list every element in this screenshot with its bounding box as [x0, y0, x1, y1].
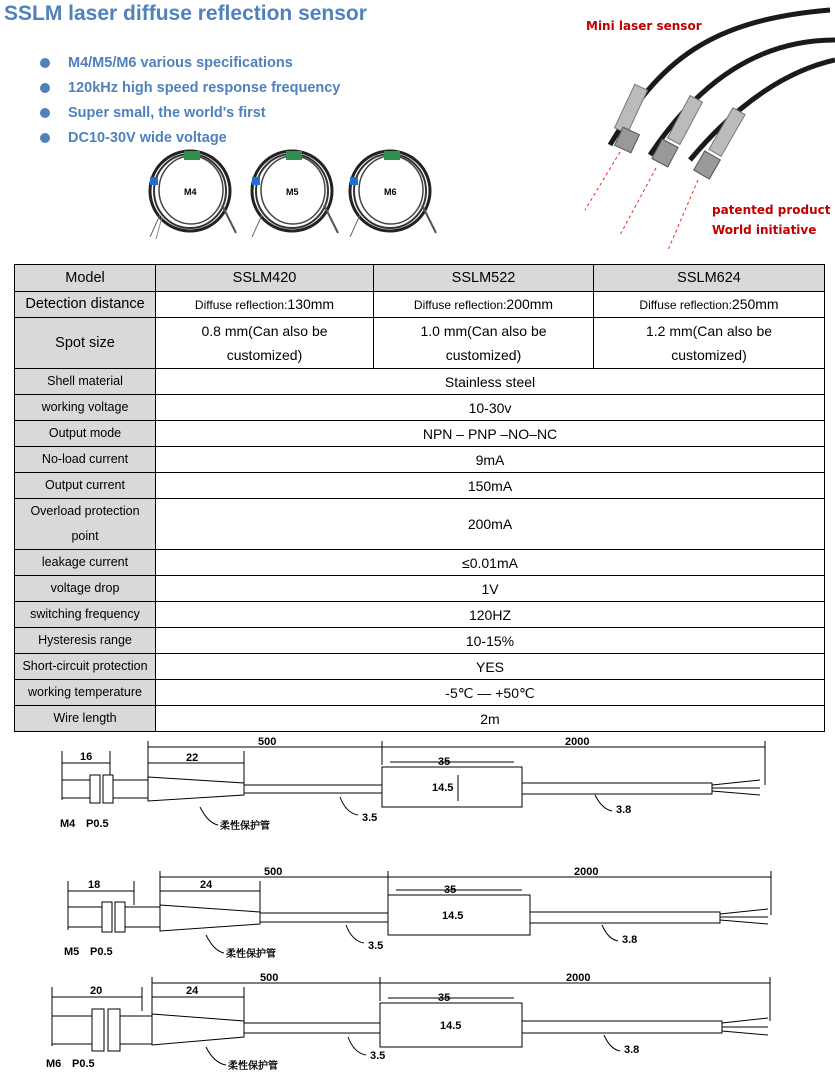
thread-length: 18 [88, 879, 101, 891]
coil-m5 [252, 151, 338, 237]
row-value: 2m [156, 706, 825, 732]
coil-label: M4 [184, 187, 197, 197]
feature-text: DC10-30V wide voltage [68, 130, 227, 146]
cable-length: 500 [260, 972, 279, 984]
coil-label: M5 [286, 187, 299, 197]
detection-value: 250mm [731, 296, 779, 312]
table-row [15, 292, 825, 318]
box-height: 14.5 [432, 782, 454, 794]
pitch-label: P0.5 [86, 818, 109, 830]
row-value: 10-30v [156, 395, 825, 421]
row-value: YES [156, 654, 825, 680]
row-value: 1V [156, 576, 825, 602]
row-value: 200mA [156, 499, 825, 550]
photo-caption-top: Mini laser sensor [586, 19, 702, 33]
detection-prefix: Diffuse reflection: [639, 298, 732, 312]
cable-coils-image [140, 145, 450, 245]
row-label: Spot size [15, 318, 156, 369]
row-label: Model [15, 265, 156, 292]
detection-cell [156, 292, 374, 318]
page-title: SSLM laser diffuse reflection sensor [4, 2, 367, 25]
feature-item [38, 54, 340, 79]
row-label: Output mode [15, 421, 156, 447]
thread-length: 20 [90, 985, 103, 997]
detection-prefix: Diffuse reflection: [194, 298, 288, 312]
model-cell: SSLM624 [594, 265, 825, 292]
table-row [15, 654, 825, 680]
row-label: Shell material [15, 369, 156, 395]
feature-text: Super small, the world's first [68, 105, 266, 121]
cable-length: 500 [258, 736, 277, 748]
tail-length: 2000 [574, 866, 599, 878]
sleeve-note: 柔性保护管 [226, 949, 276, 960]
spec-table [14, 264, 825, 732]
cable-diameter: 3.5 [368, 940, 384, 952]
tail-diameter: 3.8 [616, 804, 632, 816]
photo-caption-2: World initiative [712, 223, 817, 237]
row-label: Short-circuit protection [15, 654, 156, 680]
bullet-icon [40, 133, 50, 143]
model-label: M5 [64, 946, 80, 958]
row-label: Wire length [15, 706, 156, 732]
row-label: working voltage [15, 395, 156, 421]
row-value: NPN – PNP –NO–NC [156, 421, 825, 447]
sleeve-length: 24 [200, 879, 213, 891]
row-label: Hysteresis range [15, 628, 156, 654]
table-row [15, 499, 825, 550]
box-height: 14.5 [440, 1020, 462, 1032]
drawing-m6 [46, 972, 770, 1072]
feature-text: M4/M5/M6 various specifications [68, 55, 293, 71]
coil-m4 [150, 151, 236, 239]
sleeve-length: 24 [186, 985, 199, 997]
row-label: Output current [15, 473, 156, 499]
thread-length: 16 [80, 751, 93, 763]
cable-diameter: 3.5 [362, 812, 378, 824]
sleeve-note: 柔性保护管 [220, 821, 270, 832]
row-label: Overload protection point [15, 499, 156, 550]
row-label: leakage current [15, 550, 156, 576]
photo-caption-1: patented product [712, 203, 831, 217]
spot-cell: 0.8 mm(Can also be customized) [156, 318, 374, 369]
detection-cell [594, 292, 825, 318]
feature-text: 120kHz high speed response frequency [68, 80, 341, 96]
table-row [15, 628, 825, 654]
coil-label: M6 [384, 187, 397, 197]
model-cell: SSLM420 [156, 265, 374, 292]
model-label: M4 [60, 818, 76, 830]
row-value: -5℃ — +50℃ [156, 680, 825, 706]
tail-length: 2000 [566, 972, 591, 984]
spot-cell: 1.0 mm(Can also be customized) [374, 318, 594, 369]
cable-length: 500 [264, 866, 283, 878]
row-value: 10-15% [156, 628, 825, 654]
drawing-m5 [64, 866, 771, 960]
bullet-icon [40, 58, 50, 68]
cable-diameter: 3.5 [370, 1050, 386, 1062]
table-row [15, 265, 825, 292]
detection-value: 200mm [506, 296, 554, 312]
detection-cell [374, 292, 594, 318]
box-height: 14.5 [442, 910, 464, 922]
table-row [15, 421, 825, 447]
table-row [15, 706, 825, 732]
tail-diameter: 3.8 [624, 1044, 640, 1056]
detection-value: 130mm [287, 296, 335, 312]
tail-diameter: 3.8 [622, 934, 638, 946]
box-length: 35 [438, 756, 451, 768]
row-value: 9mA [156, 447, 825, 473]
sleeve-length: 22 [186, 752, 199, 764]
detection-prefix: Diffuse reflection: [413, 298, 507, 312]
table-row [15, 318, 825, 369]
table-row [15, 447, 825, 473]
model-cell: SSLM522 [374, 265, 594, 292]
row-label: switching frequency [15, 602, 156, 628]
row-label: working temperature [15, 680, 156, 706]
pitch-label: P0.5 [72, 1058, 95, 1070]
box-length: 35 [444, 884, 457, 896]
coil-m6 [350, 151, 436, 237]
model-label: M6 [46, 1058, 62, 1070]
table-row [15, 550, 825, 576]
row-value: Stainless steel [156, 369, 825, 395]
row-label: No-load current [15, 447, 156, 473]
table-row [15, 602, 825, 628]
row-value: ≤0.01mA [156, 550, 825, 576]
dimension-drawings [40, 735, 830, 1075]
row-label: voltage drop [15, 576, 156, 602]
row-value: 150mA [156, 473, 825, 499]
table-row [15, 369, 825, 395]
drawing-m4 [60, 736, 765, 832]
bullet-icon [40, 108, 50, 118]
spot-cell: 1.2 mm(Can also be customized) [594, 318, 825, 369]
tail-length: 2000 [565, 736, 590, 748]
table-row [15, 576, 825, 602]
table-row [15, 395, 825, 421]
box-length: 35 [438, 992, 451, 1004]
row-label: Detection distance [15, 292, 156, 318]
table-row [15, 473, 825, 499]
bullet-icon [40, 83, 50, 93]
sleeve-note: 柔性保护管 [228, 1061, 278, 1072]
pitch-label: P0.5 [90, 946, 113, 958]
feature-item [38, 104, 340, 129]
feature-list [38, 54, 340, 154]
row-value: 120HZ [156, 602, 825, 628]
table-row [15, 680, 825, 706]
feature-item [38, 79, 340, 104]
